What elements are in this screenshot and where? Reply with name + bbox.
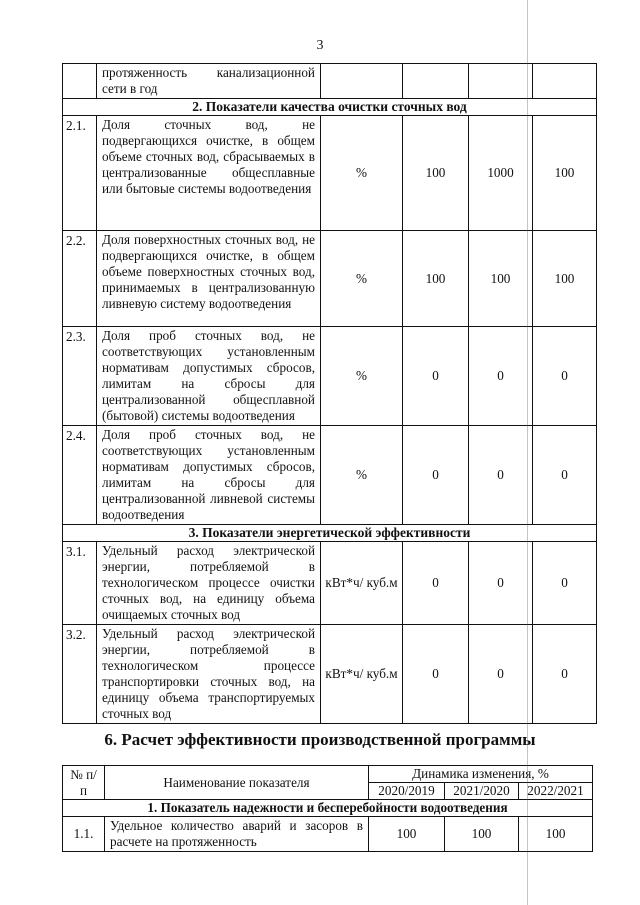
cell-value: 0 [469, 426, 533, 525]
cell-value: 0 [403, 542, 469, 625]
table-row [63, 542, 597, 625]
cell-value: 0 [403, 625, 469, 724]
section-row [63, 525, 597, 542]
cell-name: протяженность канализационной сети в год [97, 64, 321, 99]
table-row [63, 817, 593, 852]
table-row [63, 116, 597, 231]
section-3-title: 3. Показатели энергетической эффективности [63, 525, 597, 542]
table-row [63, 64, 597, 99]
year-header: 2022/2021 [519, 783, 593, 800]
cell-value: 0 [403, 426, 469, 525]
cell-name: Удельное количество аварий и засоров в расчете на протяженность [105, 817, 369, 852]
cell-unit: кВт*ч/ куб.м [321, 542, 403, 625]
cell-value: 0 [533, 327, 597, 426]
cell-name: Удельный расход электрической энергии, потребляемой в технологическом процессе транспортировки сточных вод, на единицу объема транспортируемых сточных вод [97, 625, 321, 724]
cell-unit: % [321, 426, 403, 525]
year-header: 2021/2020 [445, 783, 519, 800]
efficiency-table [62, 765, 593, 852]
cell-num: 1.1. [63, 817, 105, 852]
table-row [63, 327, 597, 426]
col-dynamics-header: Динамика изменения, % [369, 766, 593, 783]
cell-num: 3.2. [63, 625, 97, 724]
col-num-header: № п/п [63, 766, 105, 800]
section-2-title: 2. Показатели качества очистки сточных вод [63, 99, 597, 116]
cell-value: 100 [403, 116, 469, 231]
page-number: 3 [316, 38, 324, 53]
cell-num: 2.1. [63, 116, 97, 231]
cell-value: 0 [533, 542, 597, 625]
header-row [63, 766, 593, 783]
cell-num: 2.4. [63, 426, 97, 525]
table-row [63, 426, 597, 525]
year-header: 2020/2019 [369, 783, 445, 800]
cell-value: 100 [533, 231, 597, 327]
cell-value: 100 [533, 116, 597, 231]
cell-name: Доля сточных вод, не подвергающихся очистке, в общем объеме сточных вод, сбрасываемых в централизованные общесплавные или бытовые системы водоотведения [97, 116, 321, 231]
cell-value: 100 [469, 231, 533, 327]
cell-value: 1000 [469, 116, 533, 231]
table-row [63, 625, 597, 724]
table-row [63, 231, 597, 327]
col-name-header: Наименование показателя [105, 766, 369, 800]
cell-value: 100 [403, 231, 469, 327]
cell-value: 0 [469, 327, 533, 426]
cell-value: 0 [533, 625, 597, 724]
cell-value: 100 [519, 817, 593, 852]
cell-value: 0 [403, 327, 469, 426]
cell-value: 100 [445, 817, 519, 852]
cell-unit: % [321, 231, 403, 327]
cell-unit: кВт*ч/ куб.м [321, 625, 403, 724]
cell-value: 100 [369, 817, 445, 852]
cell-num: 2.2. [63, 231, 97, 327]
section-row [63, 800, 593, 817]
cell-value: 0 [469, 542, 533, 625]
indicators-table [62, 63, 597, 724]
section-row [63, 99, 597, 116]
cell-name: Доля поверхностных сточных вод, не подвергающихся очистке, в общем объеме поверхностных сточных вод, принимаемых в централизованную ливневую систему водоотведения [97, 231, 321, 327]
cell-value: 0 [469, 625, 533, 724]
cell-num: 3.1. [63, 542, 97, 625]
cell-num: 2.3. [63, 327, 97, 426]
cell-name: Удельный расход электрической энергии, потребляемой в технологическом процессе очистки сточных вод, на единицу объема очищаемых сточных вод [97, 542, 321, 625]
scan-artifact-line [527, 0, 528, 905]
cell-name: Доля проб сточных вод, не соответствующих установленным нормативам допустимых сбросов, лимитам на сбросы для централизованной ливневой системы водоотведения [97, 426, 321, 525]
cell-name: Доля проб сточных вод, не соответствующих установленным нормативам допустимых сбросов, лимитам на сбросы для централизованной общесплавной (бытовой) системы водоотведения [97, 327, 321, 426]
section-1-title: 1. Показатель надежности и бесперебойности водоотведения [63, 800, 593, 817]
cell-value: 0 [533, 426, 597, 525]
section-6-heading: 6. Расчет эффективности производственной программы [104, 730, 536, 749]
cell-num [63, 64, 97, 99]
cell-unit: % [321, 116, 403, 231]
cell-unit: % [321, 327, 403, 426]
